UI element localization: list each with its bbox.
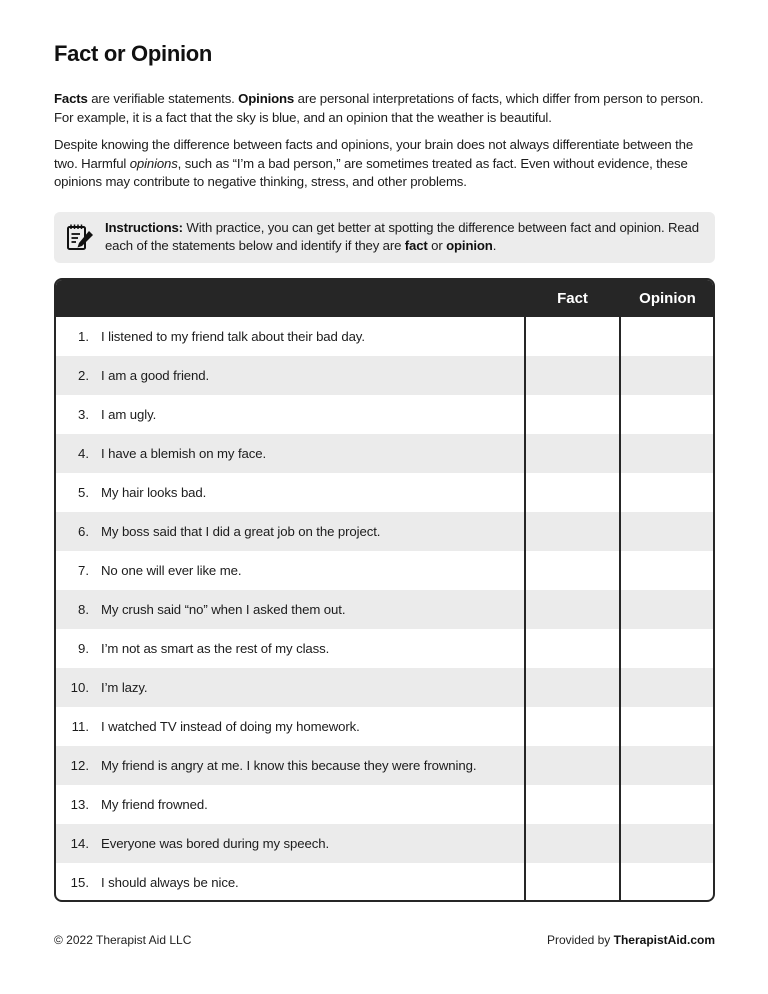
row-number: 1. bbox=[78, 329, 89, 344]
intro-paragraph-brain: Despite knowing the difference between facts and opinions, your brain does not always differentiate between the two. Harmful opinions, such as “I’m a bad person,” are sometimes treated as fact. Even without evidence, these opinions may contribute to negative thinking, stress, and other problems. bbox=[54, 137, 693, 189]
row-number: 13. bbox=[70, 797, 89, 812]
opinion-answer-cell[interactable] bbox=[620, 863, 715, 902]
column-divider bbox=[524, 317, 526, 900]
fact-answer-cell[interactable] bbox=[525, 590, 620, 629]
table-row bbox=[56, 434, 713, 473]
opinion-answer-cell[interactable] bbox=[620, 395, 715, 434]
opinion-answer-cell[interactable] bbox=[620, 551, 715, 590]
page-title: Fact or Opinion bbox=[54, 41, 213, 66]
opinion-answer-cell[interactable] bbox=[620, 746, 715, 785]
row-number: 15. bbox=[70, 875, 89, 890]
row-number: 12. bbox=[70, 758, 89, 773]
opinion-answer-cell[interactable] bbox=[620, 824, 715, 863]
table-row bbox=[56, 863, 713, 902]
table-row bbox=[56, 512, 713, 551]
table-row bbox=[56, 629, 713, 668]
copyright-text: © 2022 Therapist Aid LLC bbox=[54, 933, 192, 947]
row-number: 4. bbox=[78, 446, 89, 461]
facts-term: Facts bbox=[54, 91, 88, 106]
fact-answer-cell[interactable] bbox=[525, 473, 620, 512]
opinion-answer-cell[interactable] bbox=[620, 785, 715, 824]
brand-link[interactable]: TherapistAid.com bbox=[613, 933, 715, 947]
row-number: 2. bbox=[78, 368, 89, 383]
row-number: 10. bbox=[70, 680, 89, 695]
fact-answer-cell[interactable] bbox=[525, 512, 620, 551]
column-header-fact: Fact bbox=[557, 290, 588, 307]
table-row bbox=[56, 590, 713, 629]
row-statement: I should always be nice. bbox=[101, 875, 239, 890]
fact-answer-cell[interactable] bbox=[525, 746, 620, 785]
opinions-italic: opinions bbox=[129, 155, 178, 171]
opinion-answer-cell[interactable] bbox=[620, 512, 715, 551]
row-statement: No one will ever like me. bbox=[101, 563, 242, 578]
row-number: 8. bbox=[78, 602, 89, 617]
row-number: 9. bbox=[78, 641, 89, 656]
intro-paragraph-facts: Facts are verifiable statements. Opinions are personal interpretations of facts, which differ from person to person. For example, it is a fact that the sky is blue, and an opinion that the weather is beautiful. bbox=[54, 91, 704, 125]
fact-answer-cell[interactable] bbox=[525, 434, 620, 473]
instructions-text: Instructions: With practice, you can get better at spotting the difference between fact and opinion. Read each of the statements below and identify if they are fact or opinion. bbox=[105, 220, 699, 253]
table-row bbox=[56, 395, 713, 434]
fact-answer-cell[interactable] bbox=[525, 785, 620, 824]
opinion-answer-cell[interactable] bbox=[620, 629, 715, 668]
fact-answer-cell[interactable] bbox=[525, 824, 620, 863]
table-row bbox=[56, 746, 713, 785]
row-statement: I’m not as smart as the rest of my class. bbox=[101, 641, 330, 656]
row-number: 14. bbox=[70, 836, 89, 851]
row-statement: My boss said that I did a great job on the project. bbox=[101, 524, 381, 539]
table-header bbox=[56, 280, 713, 317]
row-statement: I am ugly. bbox=[101, 407, 157, 422]
instructions-label: Instructions: bbox=[105, 220, 183, 235]
opinion-answer-cell[interactable] bbox=[620, 434, 715, 473]
fact-answer-cell[interactable] bbox=[525, 668, 620, 707]
row-number: 6. bbox=[78, 524, 89, 539]
fact-answer-cell[interactable] bbox=[525, 551, 620, 590]
fact-answer-cell[interactable] bbox=[525, 395, 620, 434]
fact-answer-cell[interactable] bbox=[525, 317, 620, 356]
table-row bbox=[56, 317, 713, 356]
row-statement: I’m lazy. bbox=[101, 680, 148, 695]
row-statement: I listened to my friend talk about their bad day. bbox=[101, 329, 365, 344]
table-row bbox=[56, 551, 713, 590]
opinion-answer-cell[interactable] bbox=[620, 590, 715, 629]
opinion-answer-cell[interactable] bbox=[620, 356, 715, 395]
table-row bbox=[56, 785, 713, 824]
fact-answer-cell[interactable] bbox=[525, 356, 620, 395]
row-statement: Everyone was bored during my speech. bbox=[101, 836, 330, 851]
notepad-pencil-icon bbox=[65, 222, 95, 252]
fact-answer-cell[interactable] bbox=[525, 863, 620, 902]
opinion-answer-cell[interactable] bbox=[620, 473, 715, 512]
row-number: 3. bbox=[78, 407, 89, 422]
row-number: 7. bbox=[78, 563, 89, 578]
row-statement: My friend is angry at me. I know this because they were frowning. bbox=[101, 758, 477, 773]
table-row bbox=[56, 668, 713, 707]
row-statement: My crush said “no” when I asked them out. bbox=[101, 602, 346, 617]
opinion-answer-cell[interactable] bbox=[620, 317, 715, 356]
fact-answer-cell[interactable] bbox=[525, 629, 620, 668]
fact-answer-cell[interactable] bbox=[525, 707, 620, 746]
opinions-term: Opinions bbox=[238, 91, 295, 106]
table-row bbox=[56, 707, 713, 746]
table-body bbox=[56, 317, 713, 900]
instructions-box bbox=[54, 212, 715, 263]
row-statement: I am a good friend. bbox=[101, 368, 210, 383]
row-number: 5. bbox=[78, 485, 89, 500]
column-header-opinion: Opinion bbox=[639, 290, 696, 307]
row-statement: My hair looks bad. bbox=[101, 485, 207, 500]
row-statement: My friend frowned. bbox=[101, 797, 208, 812]
column-divider bbox=[619, 317, 621, 900]
provided-by: Provided by TherapistAid.com bbox=[546, 933, 715, 947]
row-statement: I watched TV instead of doing my homework. bbox=[101, 719, 360, 734]
opinion-answer-cell[interactable] bbox=[620, 668, 715, 707]
opinion-answer-cell[interactable] bbox=[620, 707, 715, 746]
table-row bbox=[56, 824, 713, 863]
row-statement: I have a blemish on my face. bbox=[101, 446, 267, 461]
table-row bbox=[56, 473, 713, 512]
row-number: 11. bbox=[71, 719, 89, 734]
table-row bbox=[56, 356, 713, 395]
fact-opinion-table bbox=[54, 278, 715, 902]
